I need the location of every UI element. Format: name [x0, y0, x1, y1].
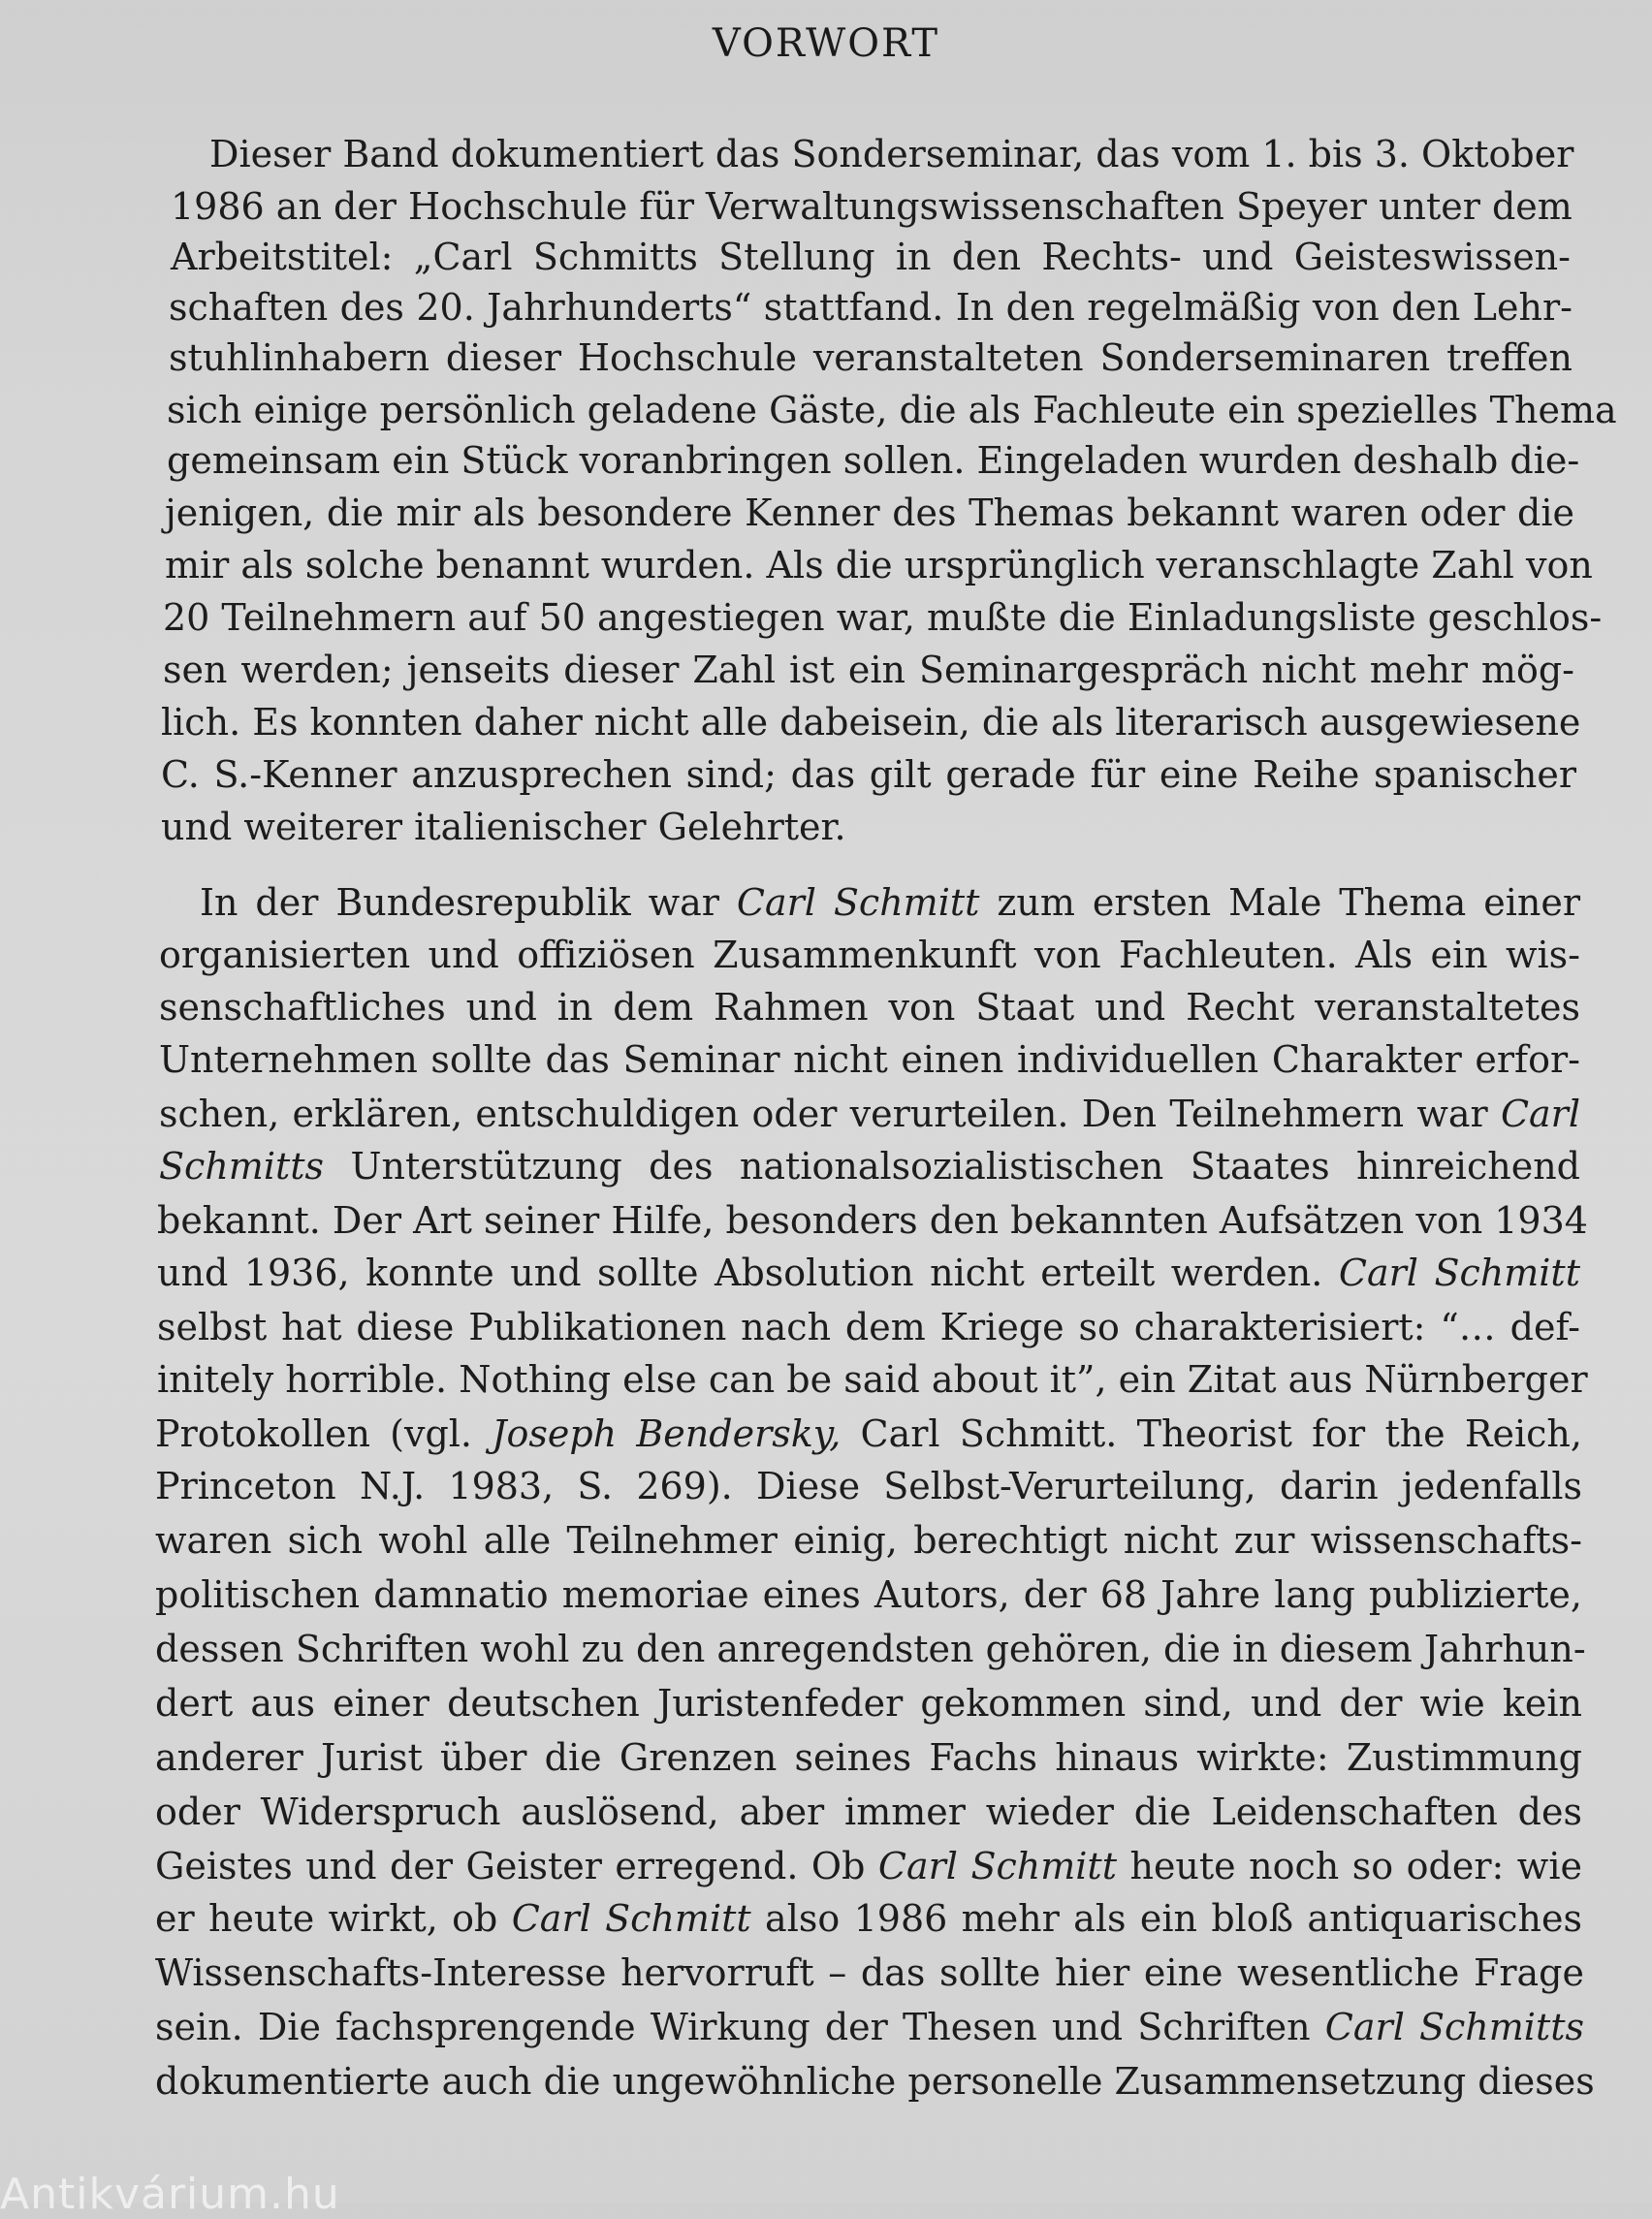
italic-name: Carl Schmitt: [736, 881, 980, 924]
text-line: dokumentierte auch die ungewöhnliche personelle Zusammensetzung dieses: [155, 2060, 1595, 2103]
text-line: organisierten und offiziösen Zusammenkunft von Fachleuten. Als ein wis-: [159, 934, 1580, 976]
text-segment: heute noch so oder: wie: [1129, 1845, 1582, 1887]
text-line: Arbeitstitel: „Carl Schmitts Stellung in den Rechts- und Geisteswissen-: [171, 236, 1571, 278]
text-line: [159, 1142, 1580, 1192]
text-line: initely horrible. Nothing else can be said about it”, ein Zitat aus Nürnberger: [157, 1358, 1588, 1401]
page-title: VORWORT: [712, 21, 940, 66]
text-segment: sein. Die fachsprengende Wirkung der Thesen und Schriften: [155, 2006, 1311, 2048]
text-segment: Carl Schmitt. Theorist for the Reich,: [860, 1412, 1582, 1455]
text-segment: also 1986 mehr als ein bloß antiquarisches: [765, 1897, 1582, 1940]
text-line: bekannt. Der Art seiner Hilfe, besonders den bekannten Aufsätzen von 1934: [157, 1199, 1588, 1242]
text-line: [155, 1410, 1582, 1460]
text-line: anderer Jurist über die Grenzen seines Fachs hinaus wirkte: Zustimmung: [155, 1736, 1582, 1779]
text-segment: er heute wirkt, ob: [155, 1897, 498, 1940]
text-line: oder Widerspruch auslösend, aber immer wieder die Leidenschaften des: [155, 1791, 1582, 1833]
text-line: [200, 878, 1580, 929]
text-line: gemeinsam ein Stück voranbringen sollen. Eingeladen wurden deshalb die-: [167, 439, 1580, 482]
text-line: dessen Schriften wohl zu den anregendsten gehören, die in diesem Jahrhun-: [155, 1628, 1586, 1670]
text-line: Dieser Band dokumentiert das Sonderseminar, das vom 1. bis 3. Oktober: [209, 133, 1574, 175]
text-line: Wissenschafts-Interesse hervorruft – das sollte hier eine wesentliche Frage: [155, 1951, 1584, 1994]
italic-name: Schmitts: [159, 1145, 325, 1188]
text-line: waren sich wohl alle Teilnehmer einig, berechtigt nicht zur wissenschafts-: [155, 1519, 1582, 1562]
text-segment: Unterstützung des nationalsozialistischen Staates hinreichend: [350, 1145, 1580, 1188]
text-line: [155, 2003, 1584, 2053]
italic-name: Carl Schmitt: [877, 1845, 1117, 1887]
text-segment: Protokollen (vgl.: [155, 1412, 473, 1455]
text-line: schaften des 20. Jahrhunderts“ stattfand. In den regelmäßig von den Lehr-: [169, 286, 1573, 329]
text-line: sen werden; jenseits dieser Zahl ist ein Seminargespräch nicht mehr mög-: [163, 649, 1574, 691]
text-segment: schen, erklären, entschuldigen oder verurteilen. Den Teilnehmern war: [159, 1093, 1488, 1135]
text-line: Princeton N.J. 1983, S. 269). Diese Selbst-Verurteilung, darin jedenfalls: [155, 1465, 1582, 1507]
italic-name: Carl Schmitts: [1324, 2006, 1584, 2048]
text-line: 1986 an der Hochschule für Verwaltungswissenschaften Speyer unter dem: [171, 185, 1573, 228]
italic-name: Carl: [1500, 1093, 1580, 1135]
text-line: [157, 1249, 1580, 1299]
text-segment: zum ersten Male Thema einer: [997, 881, 1581, 924]
text-line: Unternehmen sollte das Seminar nicht einen individuellen Charakter erfor-: [159, 1038, 1580, 1081]
text-line: mir als solche benannt wurden. Als die ursprünglich veranschlagte Zahl von: [165, 544, 1593, 586]
text-line: selbst hat diese Publikationen nach dem Kriege so charakterisiert: “… def-: [157, 1306, 1580, 1348]
italic-name: Joseph Bendersky,: [492, 1412, 842, 1455]
text-line: lich. Es konnten daher nicht alle dabeisein, die als literarisch ausgewiesene: [161, 701, 1581, 744]
text-line: [155, 1894, 1582, 1945]
text-line: jenigen, die mir als besondere Kenner des Themas bekannt waren oder die: [165, 491, 1574, 534]
text-line: 20 Teilnehmern auf 50 angestiegen war, mußte die Einladungsliste geschlos-: [163, 596, 1603, 639]
text-line: dert aus einer deutschen Juristenfeder gekommen sind, und der wie kein: [155, 1682, 1582, 1725]
text-segment: und 1936, konnte und sollte Absolution nicht erteilt werden.: [157, 1252, 1323, 1294]
italic-name: Carl Schmitt: [511, 1897, 751, 1940]
watermark-text: Antikvárium.hu: [0, 2170, 340, 2219]
text-line: stuhlinhabern dieser Hochschule veranstalteten Sonderseminaren treffen: [169, 336, 1573, 379]
text-segment: In der Bundesrepublik war: [200, 881, 719, 924]
text-line: [159, 1090, 1580, 1140]
italic-name: Carl Schmitt: [1338, 1252, 1580, 1294]
text-line: [155, 1842, 1582, 1892]
text-segment: Geistes und der Geister erregend. Ob: [155, 1845, 866, 1887]
text-line: C. S.-Kenner anzusprechen sind; das gilt gerade für eine Reihe spanischer: [161, 753, 1576, 796]
text-line: politischen damnatio memoriae eines Autors, der 68 Jahre lang publizierte,: [155, 1573, 1582, 1616]
text-line: und weiterer italienischer Gelehrter.: [161, 806, 846, 848]
text-line: sich einige persönlich geladene Gäste, die als Fachleute ein spezielles Thema: [167, 389, 1617, 431]
text-line: senschaftliches und in dem Rahmen von Staat und Recht veranstaltetes: [159, 986, 1580, 1029]
